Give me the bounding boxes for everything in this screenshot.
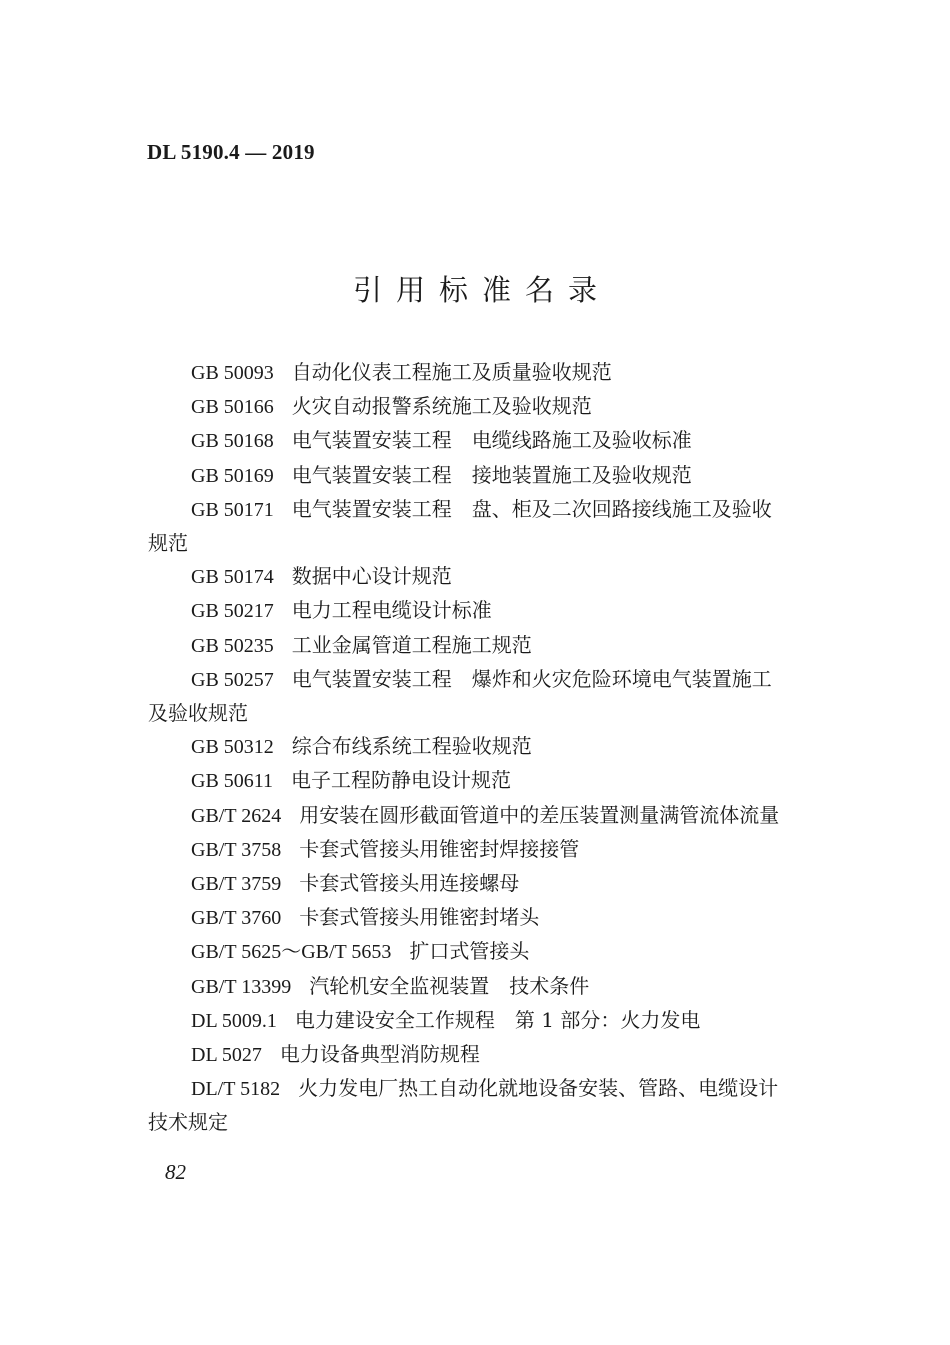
reference-name: 自动化仪表工程施工及质量验收规范	[291, 360, 612, 384]
reference-code: GB 50235	[191, 634, 274, 657]
reference-code: DL 5027	[191, 1044, 262, 1067]
reference-entry	[148, 935, 788, 969]
reference-name: 卡套式管接头用锥密封焊接接管	[299, 836, 580, 861]
reference-name: 汽轮机安全监视装置 技术条件	[309, 973, 590, 998]
reference-name: 卡套式管接头用锥密封堵头	[299, 905, 540, 930]
reference-list	[148, 356, 788, 1140]
reference-entry	[148, 493, 788, 560]
reference-name: 电力工程电缆设计标准	[291, 598, 492, 623]
reference-name: 电气装置安装工程 盘、柜及二次回路接线施工及验收规范	[148, 496, 772, 556]
reference-name: 电力设备典型消防规程	[279, 1042, 480, 1067]
reference-name: 电气装置安装工程 爆炸和火灾危险环境电气装置施工及验收规范	[148, 666, 772, 726]
reference-code: GB 50257	[191, 668, 274, 691]
reference-code: GB/T 3760	[191, 907, 282, 930]
page-title: 引用标准名录	[352, 273, 611, 307]
reference-code: GB 50611	[191, 770, 274, 793]
reference-entry	[148, 901, 788, 935]
reference-entry	[148, 799, 788, 833]
reference-entry	[148, 560, 788, 594]
reference-code: GB/T 3759	[191, 873, 282, 896]
reference-code: GB 50171	[191, 498, 274, 521]
reference-code: GB 50174	[191, 566, 274, 589]
reference-code: GB/T 2624	[191, 804, 282, 827]
reference-entry	[148, 1072, 788, 1139]
reference-entry	[148, 390, 788, 424]
reference-entry	[148, 764, 788, 798]
reference-entry	[148, 867, 788, 901]
reference-name: 火力发电厂热工自动化就地设备安装、管路、电缆设计技术规定	[148, 1076, 779, 1135]
reference-name: 用安装在圆形截面管道中的差压装置测量满管流体流量	[299, 802, 780, 827]
reference-entry	[148, 1038, 788, 1072]
reference-entry	[148, 356, 788, 390]
reference-entry	[148, 424, 788, 458]
page-number: 82	[165, 1160, 186, 1184]
reference-name: 电气装置安装工程 电缆线路施工及验收标准	[291, 428, 692, 453]
reference-entry	[148, 1004, 788, 1038]
reference-code: DL/T 5182	[191, 1078, 281, 1101]
reference-code: GB 50312	[191, 736, 274, 759]
reference-code: GB 50217	[191, 600, 274, 623]
reference-name: 卡套式管接头用连接螺母	[299, 871, 520, 896]
reference-entry	[148, 629, 788, 663]
reference-entry	[148, 663, 788, 730]
reference-entry	[148, 594, 788, 628]
reference-code: GB/T 3758	[191, 838, 282, 861]
reference-entry	[148, 730, 788, 764]
reference-entry	[148, 970, 788, 1004]
reference-entry	[148, 833, 788, 867]
reference-name: 数据中心设计规范	[291, 564, 452, 589]
reference-name: 火灾自动报警系统施工及验收规范	[291, 394, 592, 419]
reference-code: GB/T 5625～GB/T 5653	[191, 941, 392, 964]
reference-name: 电气装置安装工程 接地装置施工及验收规范	[291, 462, 692, 487]
reference-code: GB/T 13399	[191, 975, 292, 998]
reference-code: GB 50093	[191, 362, 274, 384]
reference-code: GB 50169	[191, 464, 274, 487]
reference-entry	[148, 459, 788, 493]
reference-name: 工业金属管道工程施工规范	[291, 632, 532, 657]
reference-code: GB 50168	[191, 430, 274, 453]
reference-name: 电子工程防静电设计规范	[291, 768, 512, 793]
reference-name: 电力建设安全工作规程 第 1 部分：火力发电	[294, 1007, 701, 1032]
reference-code: GB 50166	[191, 396, 274, 419]
reference-code: DL 5009.1	[191, 1009, 277, 1032]
reference-name: 扩口式管接头	[409, 939, 530, 964]
standard-code: DL 5190.4 — 2019	[147, 140, 315, 164]
reference-name: 综合布线系统工程验收规范	[291, 734, 532, 759]
